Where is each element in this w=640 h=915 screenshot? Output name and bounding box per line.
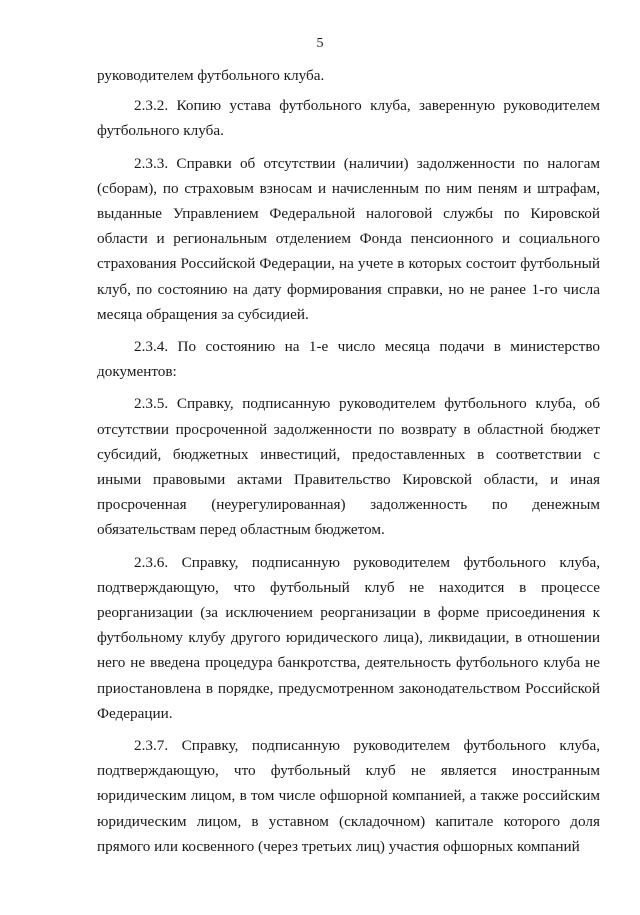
paragraph-2-3-3: 2.3.3. Справки об отсутствии (наличии) задолженности по налогам (сборам), по страховым взносам и начисленным по ним пеням и штрафам, выданные Управлением Федеральной налоговой службы по Кировской области и региональным отделением Фонда пенсионного и социального страхования Российской Федерации, на учете в которых состоит футбольный клуб, по состоянию на дату формирования справки, но не ранее 1-го числа месяца обращения за субсидией. — [97, 154, 600, 323]
paragraph-2-3-7: 2.3.7. Справку, подписанную руководителем футбольного клуба, подтверждающую, что футбольный клуб не является иностранным юридическим лицом, в том числе офшорной компанией, а также российским юридическим лицом, в уставном (складочном) капитале которого доля прямого или косвенного (через третьих лиц) участия офшорных компаний — [97, 737, 600, 855]
paragraph-2-3-2: 2.3.2. Копию устава футбольного клуба, заверенную руководителем футбольного клуба. — [97, 97, 600, 140]
paragraph-2-3-5: 2.3.5. Справку, подписанную руководителем футбольного клуба, об отсутствии просроченной задолженности по возврату в областной бюджет субсидий, бюджетных инвестиций, предоставленных в соответствии с иными правовыми актами Правительство Кировской области, и иная просроченная (неурегулированная) задолженность по денежным обязательствам перед областным бюджетом. — [97, 395, 600, 539]
paragraph-continuation: руководителем футбольного клуба. — [97, 67, 325, 84]
paragraph-2-3-6: 2.3.6. Справку, подписанную руководителем футбольного клуба, подтверждающую, что футбольный клуб не находится в процессе реорганизации (за исключением реорганизации в форме присоединения к футбольному клубу другого юридического лица), ликвидации, в отношении него не введена процедура банкротства, деятельность футбольного клуба не приостановлена в порядке, предусмотренном законодательством Российской Федерации. — [97, 553, 600, 722]
document-body — [97, 63, 600, 866]
page-number: 5 — [316, 36, 324, 51]
paragraph-2-3-4: 2.3.4. По состоянию на 1-е число месяца подачи в министерство документов: — [97, 338, 600, 381]
